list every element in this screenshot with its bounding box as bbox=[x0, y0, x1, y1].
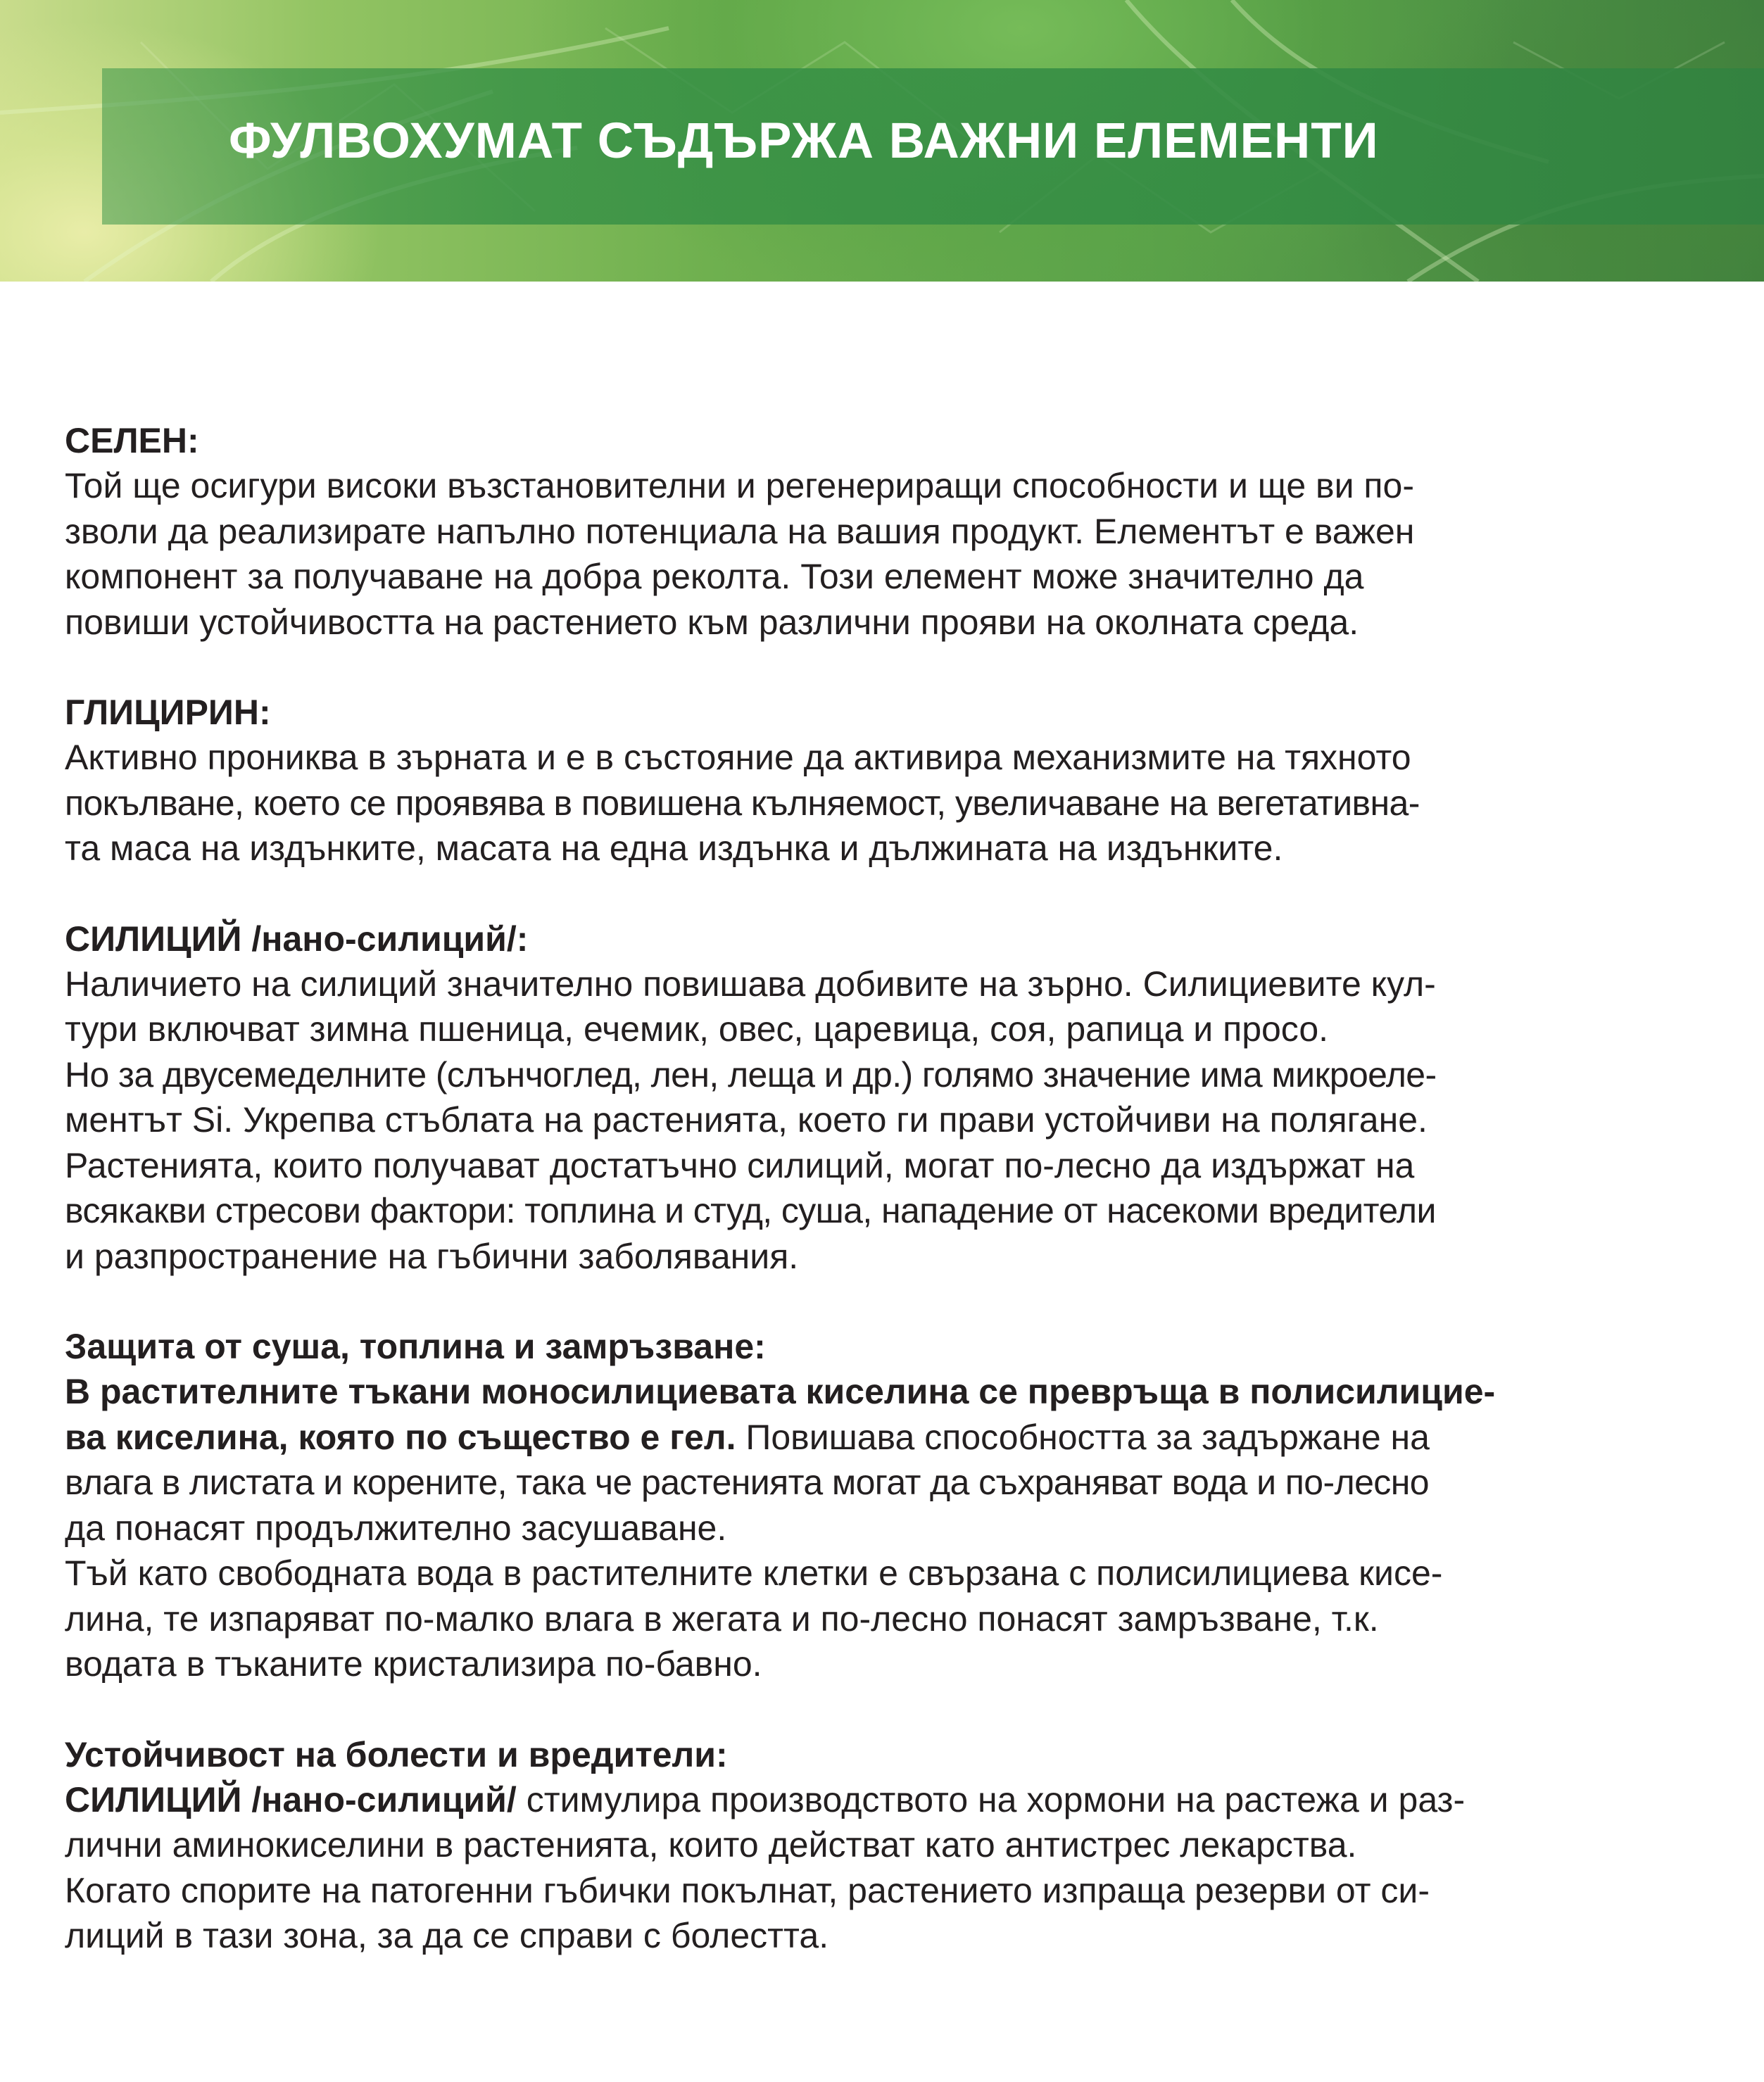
page-title: ФУЛВОХУМАТ СЪДЪРЖА ВАЖНИ ЕЛЕМЕНТИ bbox=[229, 113, 1379, 169]
paragraph-line: Наличието на силиций значително повишава добивите на зърно. Силициевите кул- bbox=[65, 964, 1436, 1004]
paragraph-line: Активно прониква в зърната и е в състояние да активира механизмите на тяхното bbox=[65, 738, 1411, 777]
paragraph-line: тури включват зимна пшеница, ечемик, овес, царевица, соя, рапица и просо. bbox=[65, 1009, 1329, 1049]
paragraph-line bbox=[65, 1415, 1705, 1460]
paragraph-line: зволи да реализирате напълно потенциала на вашия продукт. Елементът е важен bbox=[65, 511, 1415, 551]
paragraph-line bbox=[65, 1369, 1705, 1415]
section-heading: СИЛИЦИЙ /нано-силиций/: bbox=[65, 919, 529, 959]
section-heading: Защита от суша, топлина и замръзване: bbox=[65, 1327, 766, 1366]
paragraph-line: Когато спорите на патогенни гъбички покълнат, растението изпраща резерви от си- bbox=[65, 1870, 1430, 1910]
normal-text: Повишава способността за задържане на bbox=[736, 1417, 1430, 1457]
bold-text: ва киселина, която по същество е гел. bbox=[65, 1417, 736, 1457]
paragraph-line: лиций в тази зона, за да се справи с болестта. bbox=[65, 1916, 829, 1955]
paragraph-line bbox=[65, 1777, 1705, 1823]
paragraph-line: да понасят продължително засушаване. bbox=[65, 1508, 727, 1548]
section-heading: СЕЛЕН: bbox=[65, 421, 199, 460]
paragraph-line: Тъй като свободната вода в растителните клетки е свързана с полисилициева кисе- bbox=[65, 1553, 1443, 1593]
paragraph-line: влага в листата и корените, така че растенията могат да съхраняват вода и по-лесно bbox=[65, 1463, 1429, 1502]
section-drought-protection bbox=[65, 1324, 1705, 1687]
bold-text: СИЛИЦИЙ /нано-силиций/ bbox=[65, 1779, 517, 1819]
paragraph-line: ментът Si. Укрепва стъблата на растенията, което ги прави устойчиви на полягане. bbox=[65, 1100, 1428, 1140]
paragraph-line: Но за двусемеделните (слънчоглед, лен, леща и др.) голямо значение има микроеле- bbox=[65, 1054, 1437, 1094]
paragraph-line: компонент за получаване на добра реколта. Този елемент може значително да bbox=[65, 557, 1364, 596]
section-selenium bbox=[65, 418, 1705, 645]
paragraph-line: лина, те изпаряват по-малко влага в жегата и по-лесно понасят замръзване, т.к. bbox=[65, 1598, 1379, 1639]
paragraph-line: повиши устойчивостта на растението към различни прояви на околната среда. bbox=[65, 602, 1359, 642]
paragraph-line: всякакви стресови фактори: топлина и студ, суша, нападение от насекоми вредители bbox=[65, 1191, 1436, 1230]
paragraph-line: Той ще осигури високи възстановителни и регенериращи способности и ще ви по- bbox=[65, 466, 1414, 505]
paragraph-line: покълване, което се проявява в повишена кълняемост, увеличаване на вегетативна- bbox=[65, 783, 1420, 823]
paragraph-line: Растенията, които получават достатъчно силиций, могат по-лесно да издържат на bbox=[65, 1145, 1415, 1185]
section-heading: Устойчивост на болести и вредители: bbox=[65, 1734, 728, 1774]
section-glycerin bbox=[65, 690, 1705, 871]
paragraph-line: лични аминокиселини в растенията, които действат като антистрес лекарства. bbox=[65, 1825, 1357, 1865]
paragraph-line: и разпространение на гъбични заболявания. bbox=[65, 1236, 799, 1276]
paragraph-line: та маса на издънките, масата на една издънка и дължината на издънките. bbox=[65, 828, 1283, 868]
section-silicon bbox=[65, 916, 1705, 1280]
bold-text: В растителните тъкани моносилициевата киселина се превръща в полисилицие- bbox=[65, 1372, 1496, 1411]
paragraph-line: водата в тъканите кристализира по-бавно. bbox=[65, 1644, 762, 1684]
section-heading: ГЛИЦИРИН: bbox=[65, 693, 271, 732]
normal-text: стимулира производството на хормони на растежа и раз- bbox=[516, 1779, 1466, 1819]
section-disease-resistance bbox=[65, 1732, 1705, 1959]
header-banner bbox=[0, 0, 1764, 282]
document-body bbox=[65, 418, 1705, 2004]
